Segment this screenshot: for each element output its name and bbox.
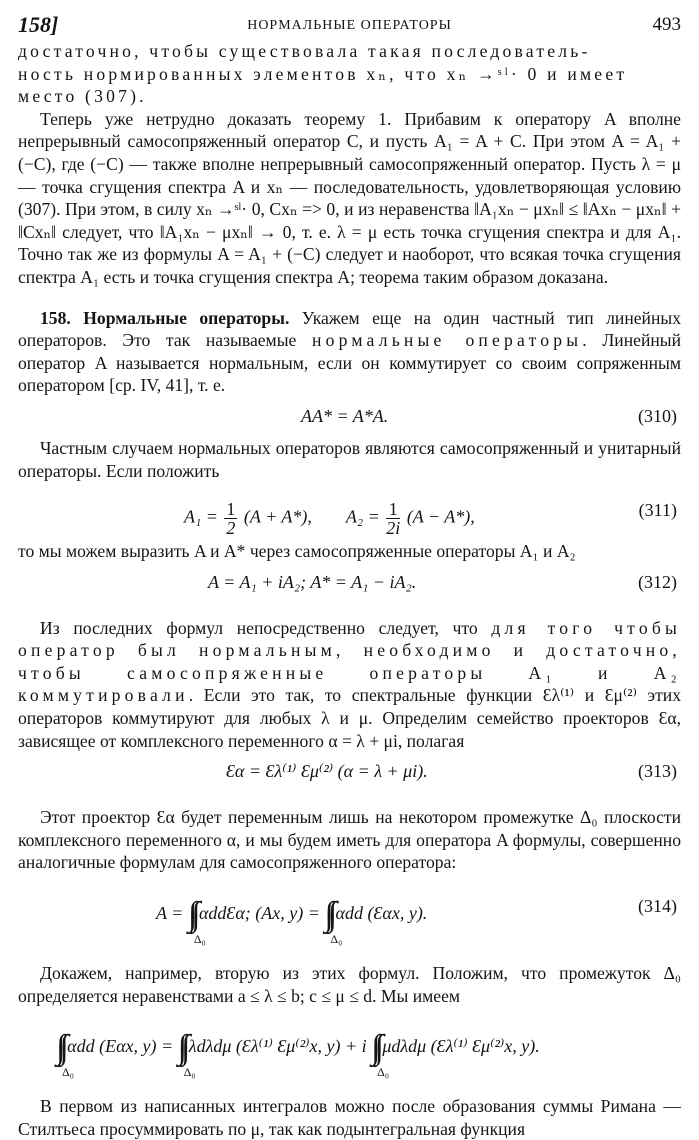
double-integral-symbol [177,1029,196,1080]
double-integral-glyph: ∫∫ [371,1029,378,1067]
equation-314-number: (314) [638,896,677,917]
double-integral-symbol [56,1029,74,1080]
normality-criterion: для того чтобы оператор был нормальным, необходимо и достаточно, чтобы самосопряженные операторы A₁ и A₂ коммутировали [18,617,682,706]
paragraph-6-part-b: . Если это так, то спектральные функции Ɛλ⁽¹⁾ и Ɛμ⁽²⁾ этих операторов коммутируют для любых λ и μ. Определим семейство проекторов Ɛα, зависящее от комплексного переменного α = λ + μi, полагая [18,685,681,751]
running-title: НОРМАЛЬНЫЕ ОПЕРАТОРЫ [247,18,452,33]
equation-313-body: Ɛα = Ɛλ⁽¹⁾ Ɛμ⁽²⁾ (α = λ + μi). [226,761,428,782]
fraction-one-over-2i [386,500,400,537]
eq314-integrand-b: αdd (Ɛαx, y). [335,903,428,924]
paragraph-5: то мы можем выразить A и A* через самосопряженные операторы A₁ и A₂ [18,541,576,562]
eq311-a1-rest: (A + A*), [239,506,312,527]
eq311-a1: A₁ = [184,506,223,527]
equation-311 [18,482,681,540]
running-header [18,10,681,40]
section-heading: 158. Нормальные операторы. [40,307,290,328]
equation-312 [18,563,681,603]
equation-313-number: (313) [638,761,677,782]
double-integral-symbol [371,1029,390,1080]
paragraph-1-line-2: ность нормированных элементов xₙ, что xₙ →ˢˡ· 0 и имеет [18,63,628,84]
equation-314 [18,874,681,948]
fraction-denominator: 2 [226,518,236,539]
equation-311-body [184,500,475,537]
paragraph-1-line-3: место (307). [18,86,147,107]
fraction-denominator: 2i [386,518,401,539]
double-integral-glyph: ∫∫ [187,896,195,934]
equation-314-body [156,896,428,947]
equation-310-number: (310) [638,405,677,426]
paragraph-9: В первом из написанных интегралов можно после образования суммы Римана — Стилтьеса просуммировать по μ, так как подынтегральная функция [18,1096,681,1139]
paragraph-3-part-b: . Линейный оператор A называется нормальным, если он коммутирует со своим сопряженным оператором [ср. IV, 41], т. е. [18,330,682,396]
integration-domain: Δ₀ [330,932,343,947]
double-integral-symbol [324,896,343,947]
paragraph-3 [18,307,681,397]
integration-domain: Δ₀ [183,1065,196,1080]
fraction-one-half [224,500,237,537]
integration-domain: Δ₀ [377,1065,390,1080]
eq311-a2: A₂ = [345,506,385,527]
equation-310-body: AA* = A*A. [301,405,389,426]
equation-unnumbered [18,1007,681,1081]
term-normal-operators: нормальные операторы [312,330,583,351]
eq314-left: A = [156,903,188,924]
paragraph-7: Этот проектор Ɛα будет переменным лишь на некотором промежутке Δ₀ плоскости комплексного переменного α, и мы будем иметь для оператора A формулы, совершенно аналогичные формулам для самосопряженного оператора: [18,807,681,873]
paragraph-6-part-a: Из последних формул непосредственно следует, что [40,617,492,638]
fraction-numerator: 1 [386,500,400,519]
page-number: 493 [652,14,681,35]
eq-last-part-b: λdλdμ (Ɛλ⁽¹⁾ Ɛμ⁽²⁾x, y) + i [188,1036,372,1057]
book-page [18,10,681,1140]
double-integral-symbol [187,896,206,947]
equation-313 [18,752,681,792]
section-number: 158] [18,12,59,37]
eq-last-part-a: αdd (Eαx, y) = [67,1036,178,1057]
equation-311-number: (311) [638,500,677,521]
integration-domain: Δ₀ [62,1065,74,1080]
paragraph-2: Теперь уже нетрудно доказать теорему 1. Прибавим к оператору A вполне непрерывный самосопряженный оператор C, и пусть A₁ = A + C. При этом A = A₁ + (−C), где (−C) — также вполне непрерывный самосопряженный оператор. Пусть λ = μ — точка сгущения спектра A и xₙ — последовательность, удовлетворяющая условию (307). При этом, в силу xₙ →ˢˡ· 0, Cxₙ => 0, и из неравенства ‖A₁xₙ − μxₙ‖ ≤ ‖Axₙ − μxₙ‖ + ‖Cxₙ‖ следует, что ‖A₁xₙ − μxₙ‖ → 0, т. е. λ = μ есть точка сгущения спектра и для A₁. Точно так же из формулы A = A₁ + (−C) следует и наоборот, что всякая точка сгущения спектра A₁ есть и точка сгущения спектра A; теорема таким образом доказана. [18,108,681,287]
integration-domain: Δ₀ [193,932,206,947]
paragraph-3-part-a: Укажем еще на один частный тип линейных операторов. Это так называемые [18,307,681,351]
equation-310 [18,397,681,437]
eq-last-part-c: μdλdμ (Ɛλ⁽¹⁾ Ɛμ⁽²⁾x, y). [382,1036,540,1057]
equation-312-body: A = A₁ + iA₂; A* = A₁ − iA₂. [208,571,417,592]
fraction-numerator: 1 [226,499,236,520]
double-integral-glyph: ∫∫ [324,896,332,934]
eq314-integrand-a: αddƐα; (Ax, y) = [198,903,325,924]
double-integral-glyph: ∫∫ [56,1029,63,1067]
paragraph-6 [18,617,681,753]
equation-312-number: (312) [638,571,677,592]
double-integral-glyph: ∫∫ [177,1029,185,1067]
paragraph-1-line-1: достаточно, чтобы существовала такая последователь- [18,41,591,61]
eq311-a2-rest: (A − A*), [402,506,475,527]
equation-unnumbered-body [56,1029,540,1080]
paragraph-4: Частным случаем нормальных операторов являются самосопряженный и унитарный операторы. Если положить [18,437,681,481]
paragraph-8: Докажем, например, вторую из этих формул. Положим, что промежуток Δ₀ определяется неравенствами a ≤ λ ≤ b; c ≤ μ ≤ d. Мы имеем [18,963,681,1006]
